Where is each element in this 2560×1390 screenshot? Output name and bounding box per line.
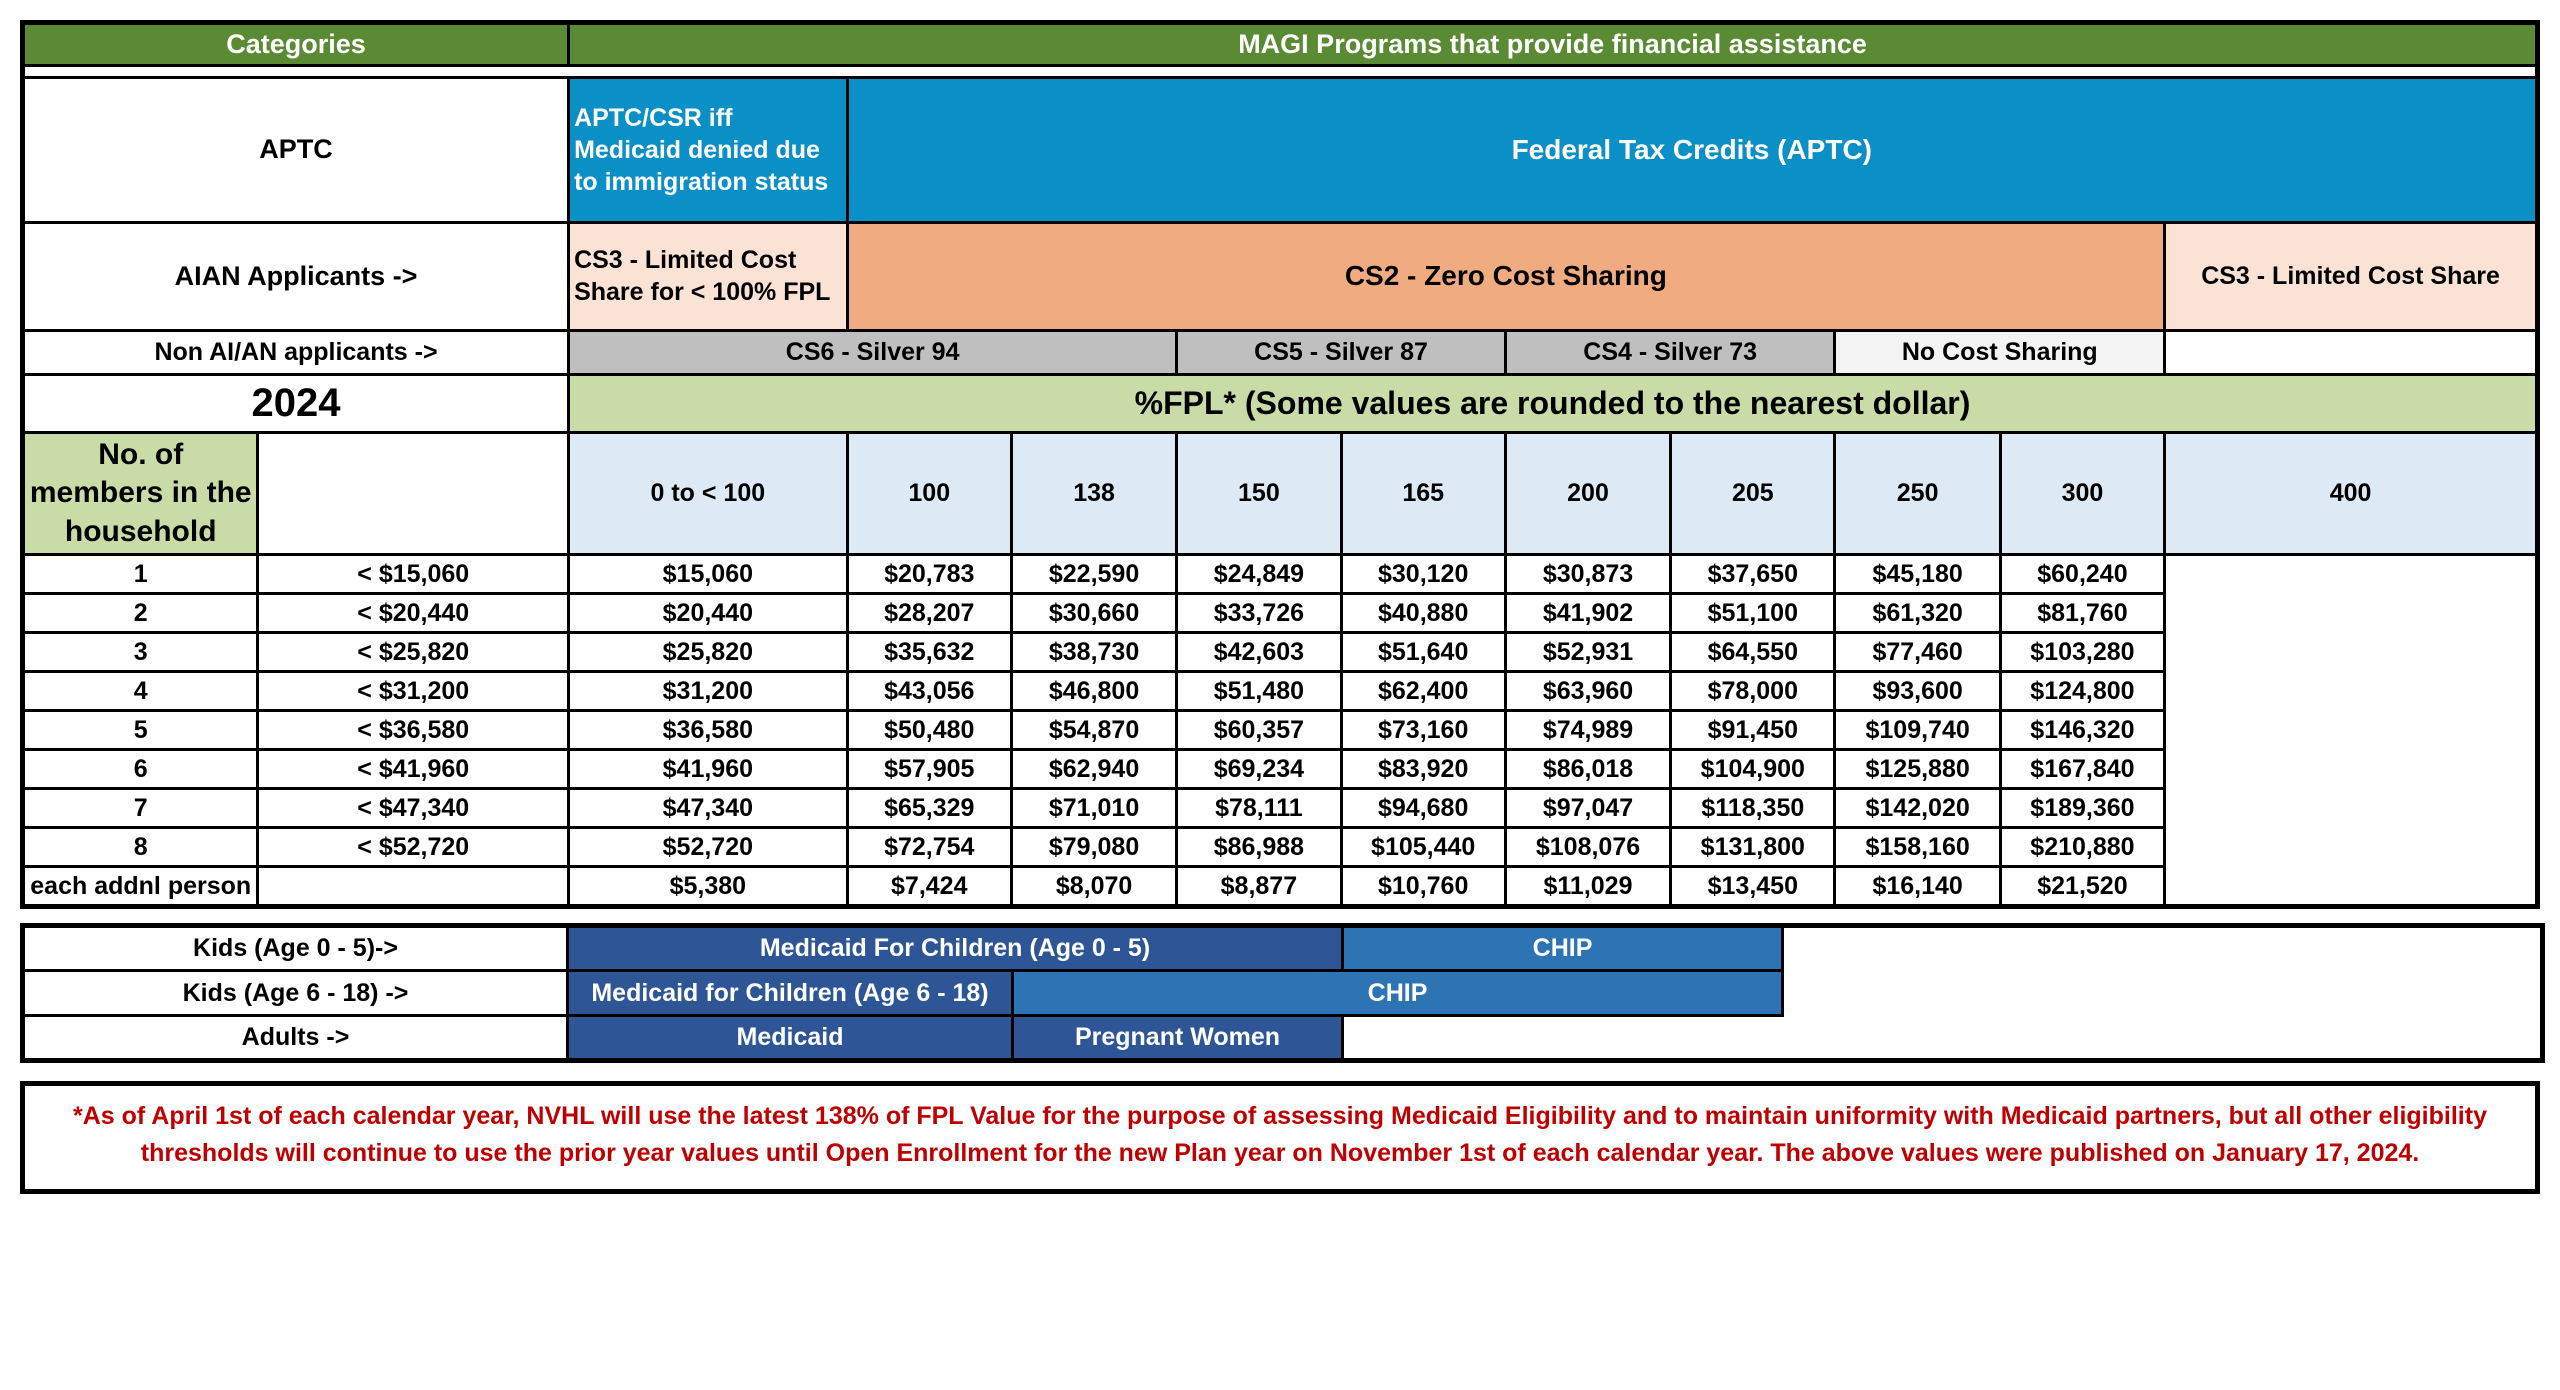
medicaid-adults-bar: Medicaid	[568, 1015, 1013, 1060]
fpl-value-cell: $45,180	[1835, 554, 2000, 593]
fpl-value-cell: $142,020	[1835, 788, 2000, 827]
kids-6-18-label: Kids (Age 6 - 18) ->	[23, 970, 568, 1015]
fpl-value-cell: $41,960	[569, 749, 848, 788]
table-row	[23, 710, 2538, 749]
table-row	[23, 827, 2538, 866]
fpl-value-cell: $158,160	[1835, 827, 2000, 866]
fpl-value-cell: $42,603	[1177, 632, 1341, 671]
fpl-value-cell: $43,056	[847, 671, 1011, 710]
col-header-2: 138	[1011, 432, 1176, 554]
year-fpl-row	[23, 374, 2538, 432]
fpl-value-cell: $8,877	[1177, 866, 1341, 906]
fpl-value-cell: $103,280	[2000, 632, 2164, 671]
fpl-value-cell: $13,450	[1671, 866, 1835, 906]
fpl-value-cell: $15,060	[569, 554, 848, 593]
fpl-value-cell: $36,580	[569, 710, 848, 749]
member-count-cell: 3	[23, 632, 258, 671]
member-count-cell: 5	[23, 710, 258, 749]
fpl-value-cell: $62,400	[1341, 671, 1505, 710]
aptc-immigration-note: APTC/CSR iff Medicaid denied due to immigration status	[569, 77, 848, 222]
eligibility-table	[20, 20, 2540, 909]
fpl-value-cell: $40,880	[1341, 593, 1505, 632]
member-count-cell: 6	[23, 749, 258, 788]
non-aian-label: Non AI/AN applicants ->	[23, 330, 569, 374]
fpl-value-cell: $31,200	[569, 671, 848, 710]
chip-0-5-bar: CHIP	[1343, 925, 1783, 970]
fpl-value-cell: $61,320	[1835, 593, 2000, 632]
footnote-box: *As of April 1st of each calendar year, NVHL will use the latest 138% of FPL Value for the purpose of assessing Medicaid Eligibility and to maintain uniformity with Medicaid partners, but all other eligibility thresholds will continue to use the prior year values until Open Enrollment for the new Plan year on November 1st of each calendar year. The above values were published on January 17, 2024.	[20, 1081, 2540, 1194]
fpl-value-cell: $79,080	[1011, 827, 1176, 866]
member-count-cell: 2	[23, 593, 258, 632]
fpl-value-cell: $86,988	[1177, 827, 1341, 866]
fpl-value-cell: $21,520	[2000, 866, 2164, 906]
medicaid-children-0-5-bar: Medicaid For Children (Age 0 - 5)	[568, 925, 1343, 970]
magi-programs-header: MAGI Programs that provide financial assistance	[569, 23, 2538, 66]
fpl-value-cell: $86,018	[1505, 749, 1670, 788]
fpl-value-cell: $8,070	[1011, 866, 1176, 906]
non-aian-row	[23, 330, 2538, 374]
fpl-value-cell: $41,902	[1505, 593, 1670, 632]
fpl-value-cell: $20,440	[569, 593, 848, 632]
member-count-cell: each addnl person	[23, 866, 258, 906]
fpl-value-cell: $37,650	[1671, 554, 1835, 593]
fpl-value-cell: $167,840	[2000, 749, 2164, 788]
fpl-value-cell: $77,460	[1835, 632, 2000, 671]
fpl-value-cell: $25,820	[569, 632, 848, 671]
fpl-value-cell: $94,680	[1341, 788, 1505, 827]
fpl-value-cell: $54,870	[1011, 710, 1176, 749]
table-row	[23, 593, 2538, 632]
kids-0-5-label: Kids (Age 0 - 5)->	[23, 925, 568, 970]
fpl-value-cell: $35,632	[847, 632, 1011, 671]
fpl-value-cell: $60,240	[2000, 554, 2164, 593]
fpl-value-cell: < $41,960	[258, 749, 569, 788]
table-header-row	[23, 23, 2538, 66]
fpl-value-cell: $78,000	[1671, 671, 1835, 710]
fpl-value-cell: $24,849	[1177, 554, 1341, 593]
member-count-cell: 1	[23, 554, 258, 593]
fpl-value-cell: $83,920	[1341, 749, 1505, 788]
fpl-value-cell: < $25,820	[258, 632, 569, 671]
fpl-value-cell: < $36,580	[258, 710, 569, 749]
fpl-value-cell: $93,600	[1835, 671, 2000, 710]
no-cost-sharing-cell: No Cost Sharing	[1835, 330, 2165, 374]
aptc-label: APTC	[23, 77, 569, 222]
col-header-0: 0 to < 100	[569, 432, 848, 554]
fpl-value-cell: $16,140	[1835, 866, 2000, 906]
col-header-5: 200	[1505, 432, 1670, 554]
pregnant-women-bar: Pregnant Women	[1013, 1015, 1343, 1060]
categories-header: Categories	[23, 23, 569, 66]
cs4-silver-73-cell: CS4 - Silver 73	[1505, 330, 1835, 374]
fpl-value-cell: $38,730	[1011, 632, 1176, 671]
cs5-silver-87-cell: CS5 - Silver 87	[1177, 330, 1506, 374]
fpl-value-cell	[258, 866, 569, 906]
fpl-value-cell: $81,760	[2000, 593, 2164, 632]
table-row	[23, 554, 2538, 593]
fpl-value-cell: $52,931	[1505, 632, 1670, 671]
fpl-band-title: %FPL* (Some values are rounded to the nearest dollar)	[569, 374, 2538, 432]
fpl-value-cell: $189,360	[2000, 788, 2164, 827]
cs2-zero-cost-sharing-cell: CS2 - Zero Cost Sharing	[847, 222, 2165, 330]
fpl-value-cell: $10,760	[1341, 866, 1505, 906]
col-header-9: 400	[2165, 432, 2538, 554]
col-header-4: 165	[1341, 432, 1505, 554]
fpl-value-cell: $5,380	[569, 866, 848, 906]
fpl-value-cell: $105,440	[1341, 827, 1505, 866]
fpl-value-cell: $28,207	[847, 593, 1011, 632]
fpl-value-cell: $69,234	[1177, 749, 1341, 788]
fpl-value-cell: $125,880	[1835, 749, 2000, 788]
header-spacer	[23, 65, 2538, 77]
fpl-value-cell: $124,800	[2000, 671, 2164, 710]
adults-row	[23, 1015, 2543, 1060]
fpl-value-cell: $146,320	[2000, 710, 2164, 749]
fpl-value-cell: $65,329	[847, 788, 1011, 827]
col-header-7: 250	[1835, 432, 2000, 554]
fpl-value-cell: $74,989	[1505, 710, 1670, 749]
col-header-1: 100	[847, 432, 1011, 554]
fpl-value-cell: $22,590	[1011, 554, 1176, 593]
table-row	[23, 671, 2538, 710]
member-count-cell: 8	[23, 827, 258, 866]
table-row	[23, 788, 2538, 827]
federal-tax-credits-cell: Federal Tax Credits (APTC)	[847, 77, 2537, 222]
chip-6-18-bar: CHIP	[1013, 970, 1783, 1015]
fpl-value-cell: $62,940	[1011, 749, 1176, 788]
fpl-value-cell: $30,873	[1505, 554, 1670, 593]
fpl-data-body	[23, 554, 2538, 906]
medicaid-children-6-18-bar: Medicaid for Children (Age 6 - 18)	[568, 970, 1013, 1015]
fpl-value-cell: < $47,340	[258, 788, 569, 827]
col-header-3: 150	[1177, 432, 1341, 554]
fpl-value-cell: $47,340	[569, 788, 848, 827]
year-label: 2024	[23, 374, 569, 432]
fpl-value-cell: $73,160	[1341, 710, 1505, 749]
table-row	[23, 866, 2538, 906]
fpl-value-cell: $60,357	[1177, 710, 1341, 749]
fpl-value-cell: $63,960	[1505, 671, 1670, 710]
cs3-under-100-cell: CS3 - Limited Cost Share for < 100% FPL	[569, 222, 848, 330]
fpl-value-cell: $50,480	[847, 710, 1011, 749]
fpl-value-cell: $11,029	[1505, 866, 1670, 906]
kids-0-5-row	[23, 925, 2543, 970]
fpl-value-cell: $7,424	[847, 866, 1011, 906]
column-header-row	[23, 432, 2538, 554]
fpl-value-cell: $72,754	[847, 827, 1011, 866]
table-row	[23, 749, 2538, 788]
cs3-limited-cost-share-cell: CS3 - Limited Cost Share	[2165, 222, 2538, 330]
fpl-value-cell: $51,480	[1177, 671, 1341, 710]
aian-applicants-label: AIAN Applicants ->	[23, 222, 569, 330]
fpl-value-cell: $64,550	[1671, 632, 1835, 671]
fpl-value-cell: $78,111	[1177, 788, 1341, 827]
fpl-value-cell: $52,720	[569, 827, 848, 866]
fpl-value-cell: $46,800	[1011, 671, 1176, 710]
fpl-value-cell: $91,450	[1671, 710, 1835, 749]
fpl-value-cell: $30,120	[1341, 554, 1505, 593]
fpl-value-cell: $30,660	[1011, 593, 1176, 632]
fpl-value-cell: $71,010	[1011, 788, 1176, 827]
col-header-8: 300	[2000, 432, 2164, 554]
programs-table	[20, 923, 2545, 1063]
fpl-value-cell: $51,640	[1341, 632, 1505, 671]
fpl-value-cell: $104,900	[1671, 749, 1835, 788]
fpl-value-cell: $57,905	[847, 749, 1011, 788]
fpl-value-cell: $97,047	[1505, 788, 1670, 827]
fpl-value-cell: $109,740	[1835, 710, 2000, 749]
member-count-cell: 7	[23, 788, 258, 827]
member-count-cell: 4	[23, 671, 258, 710]
aptc-row	[23, 77, 2538, 222]
fpl-value-cell: $118,350	[1671, 788, 1835, 827]
col-header-6: 205	[1671, 432, 1835, 554]
table-row	[23, 632, 2538, 671]
fpl-value-cell: < $31,200	[258, 671, 569, 710]
members-label: No. of members in the household	[23, 432, 258, 554]
fpl-value-cell: < $20,440	[258, 593, 569, 632]
kids-6-18-row	[23, 970, 2543, 1015]
fpl-value-cell: $33,726	[1177, 593, 1341, 632]
fpl-value-cell: $210,880	[2000, 827, 2164, 866]
fpl-value-cell: < $15,060	[258, 554, 569, 593]
fpl-value-cell: $51,100	[1671, 593, 1835, 632]
cs6-silver-94-cell: CS6 - Silver 94	[569, 330, 1177, 374]
adults-label: Adults ->	[23, 1015, 568, 1060]
fpl-value-cell: $20,783	[847, 554, 1011, 593]
aian-row	[23, 222, 2538, 330]
fpl-value-cell: $131,800	[1671, 827, 1835, 866]
fpl-value-cell: $108,076	[1505, 827, 1670, 866]
fpl-value-cell: < $52,720	[258, 827, 569, 866]
